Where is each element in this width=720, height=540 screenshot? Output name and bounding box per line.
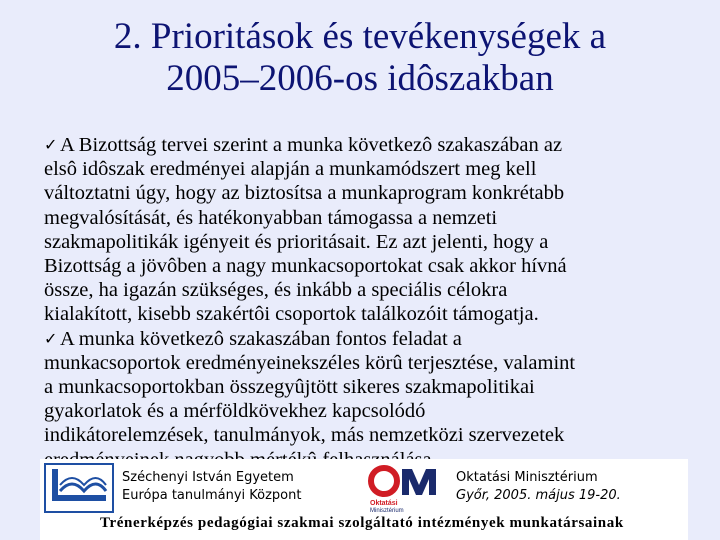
slide-title-line-2: 2005–2006-os idôszakban xyxy=(166,58,554,99)
bullet-1-line-3: változtatni úgy, hogy az biztosítsa a munkaprogram konkrétabb xyxy=(44,182,565,205)
footer-training-title: Trénerképzés pedagógiai szakmai szolgáltató intézmények munkatársainak xyxy=(100,515,624,531)
footer-banner xyxy=(40,459,688,540)
bullet-1-line-4: megvalósítását, és hatékonyabban támogassa a nemzeti xyxy=(44,206,498,229)
bullet-1-line-2: elsô idôszak eredményei alapján a munkamódszert meg kell xyxy=(44,158,537,181)
om-small-1: Oktatási xyxy=(370,500,398,507)
bullet-1-line-1: A Bizottság tervei szerint a munka következô szakaszában az xyxy=(60,134,563,156)
bullet-1-line-6: Bizottság a jövôben a nagy munkacsoportokat csak akkor hívná xyxy=(44,255,567,278)
bullet-1 xyxy=(44,133,684,327)
bullet-1-line-5: szakmapolitikák igényeit és prioritásait. Ez azt jelenti, hogy a xyxy=(44,230,549,253)
check-icon: ✓ xyxy=(44,135,58,154)
sze-institution-text xyxy=(122,469,301,505)
sze-line-2: Európa tanulmányi Központ xyxy=(122,488,302,503)
bullet-1-line-7: össze, ha igazán szükséges, és inkább a speciális célokra xyxy=(44,279,508,302)
om-line-1: Oktatási Minisztérium xyxy=(456,470,598,485)
slide-body xyxy=(44,133,684,472)
slide-title-line-1: 2. Prioritások és tevékenységek a xyxy=(113,16,607,57)
bullet-2-line-1: A munka következô szakaszában fontos feladat a xyxy=(60,327,462,350)
om-logo-icon xyxy=(366,465,452,513)
bullet-2-line-3: a munkacsoportokban összegyûjtött sikeres szakmapolitikai xyxy=(44,376,535,399)
check-icon: ✓ xyxy=(44,328,58,348)
sze-logo-icon xyxy=(44,463,114,513)
bullet-2-line-4: gyakorlatok és a mérföldkövekhez kapcsolódó xyxy=(44,400,426,423)
bullet-2 xyxy=(44,327,684,472)
bullet-2-line-2: munkacsoportok eredményeinekszéles körû terjesztése, valamint xyxy=(44,351,576,374)
om-small-2: Minisztérium xyxy=(370,508,404,513)
slide-title xyxy=(0,16,720,100)
bullet-1-line-8: kialakított, kisebb szakértôi csoportok találkozóit támogatja. xyxy=(44,303,539,326)
bullet-2-line-5: indikátorelemzések, tanulmányok, más nemzetközi szervezetek xyxy=(44,424,565,447)
om-date: Győr, 2005. május 19-20. xyxy=(456,488,621,503)
om-ministry-text xyxy=(456,469,621,505)
sze-line-1: Széchenyi István Egyetem xyxy=(122,470,294,485)
